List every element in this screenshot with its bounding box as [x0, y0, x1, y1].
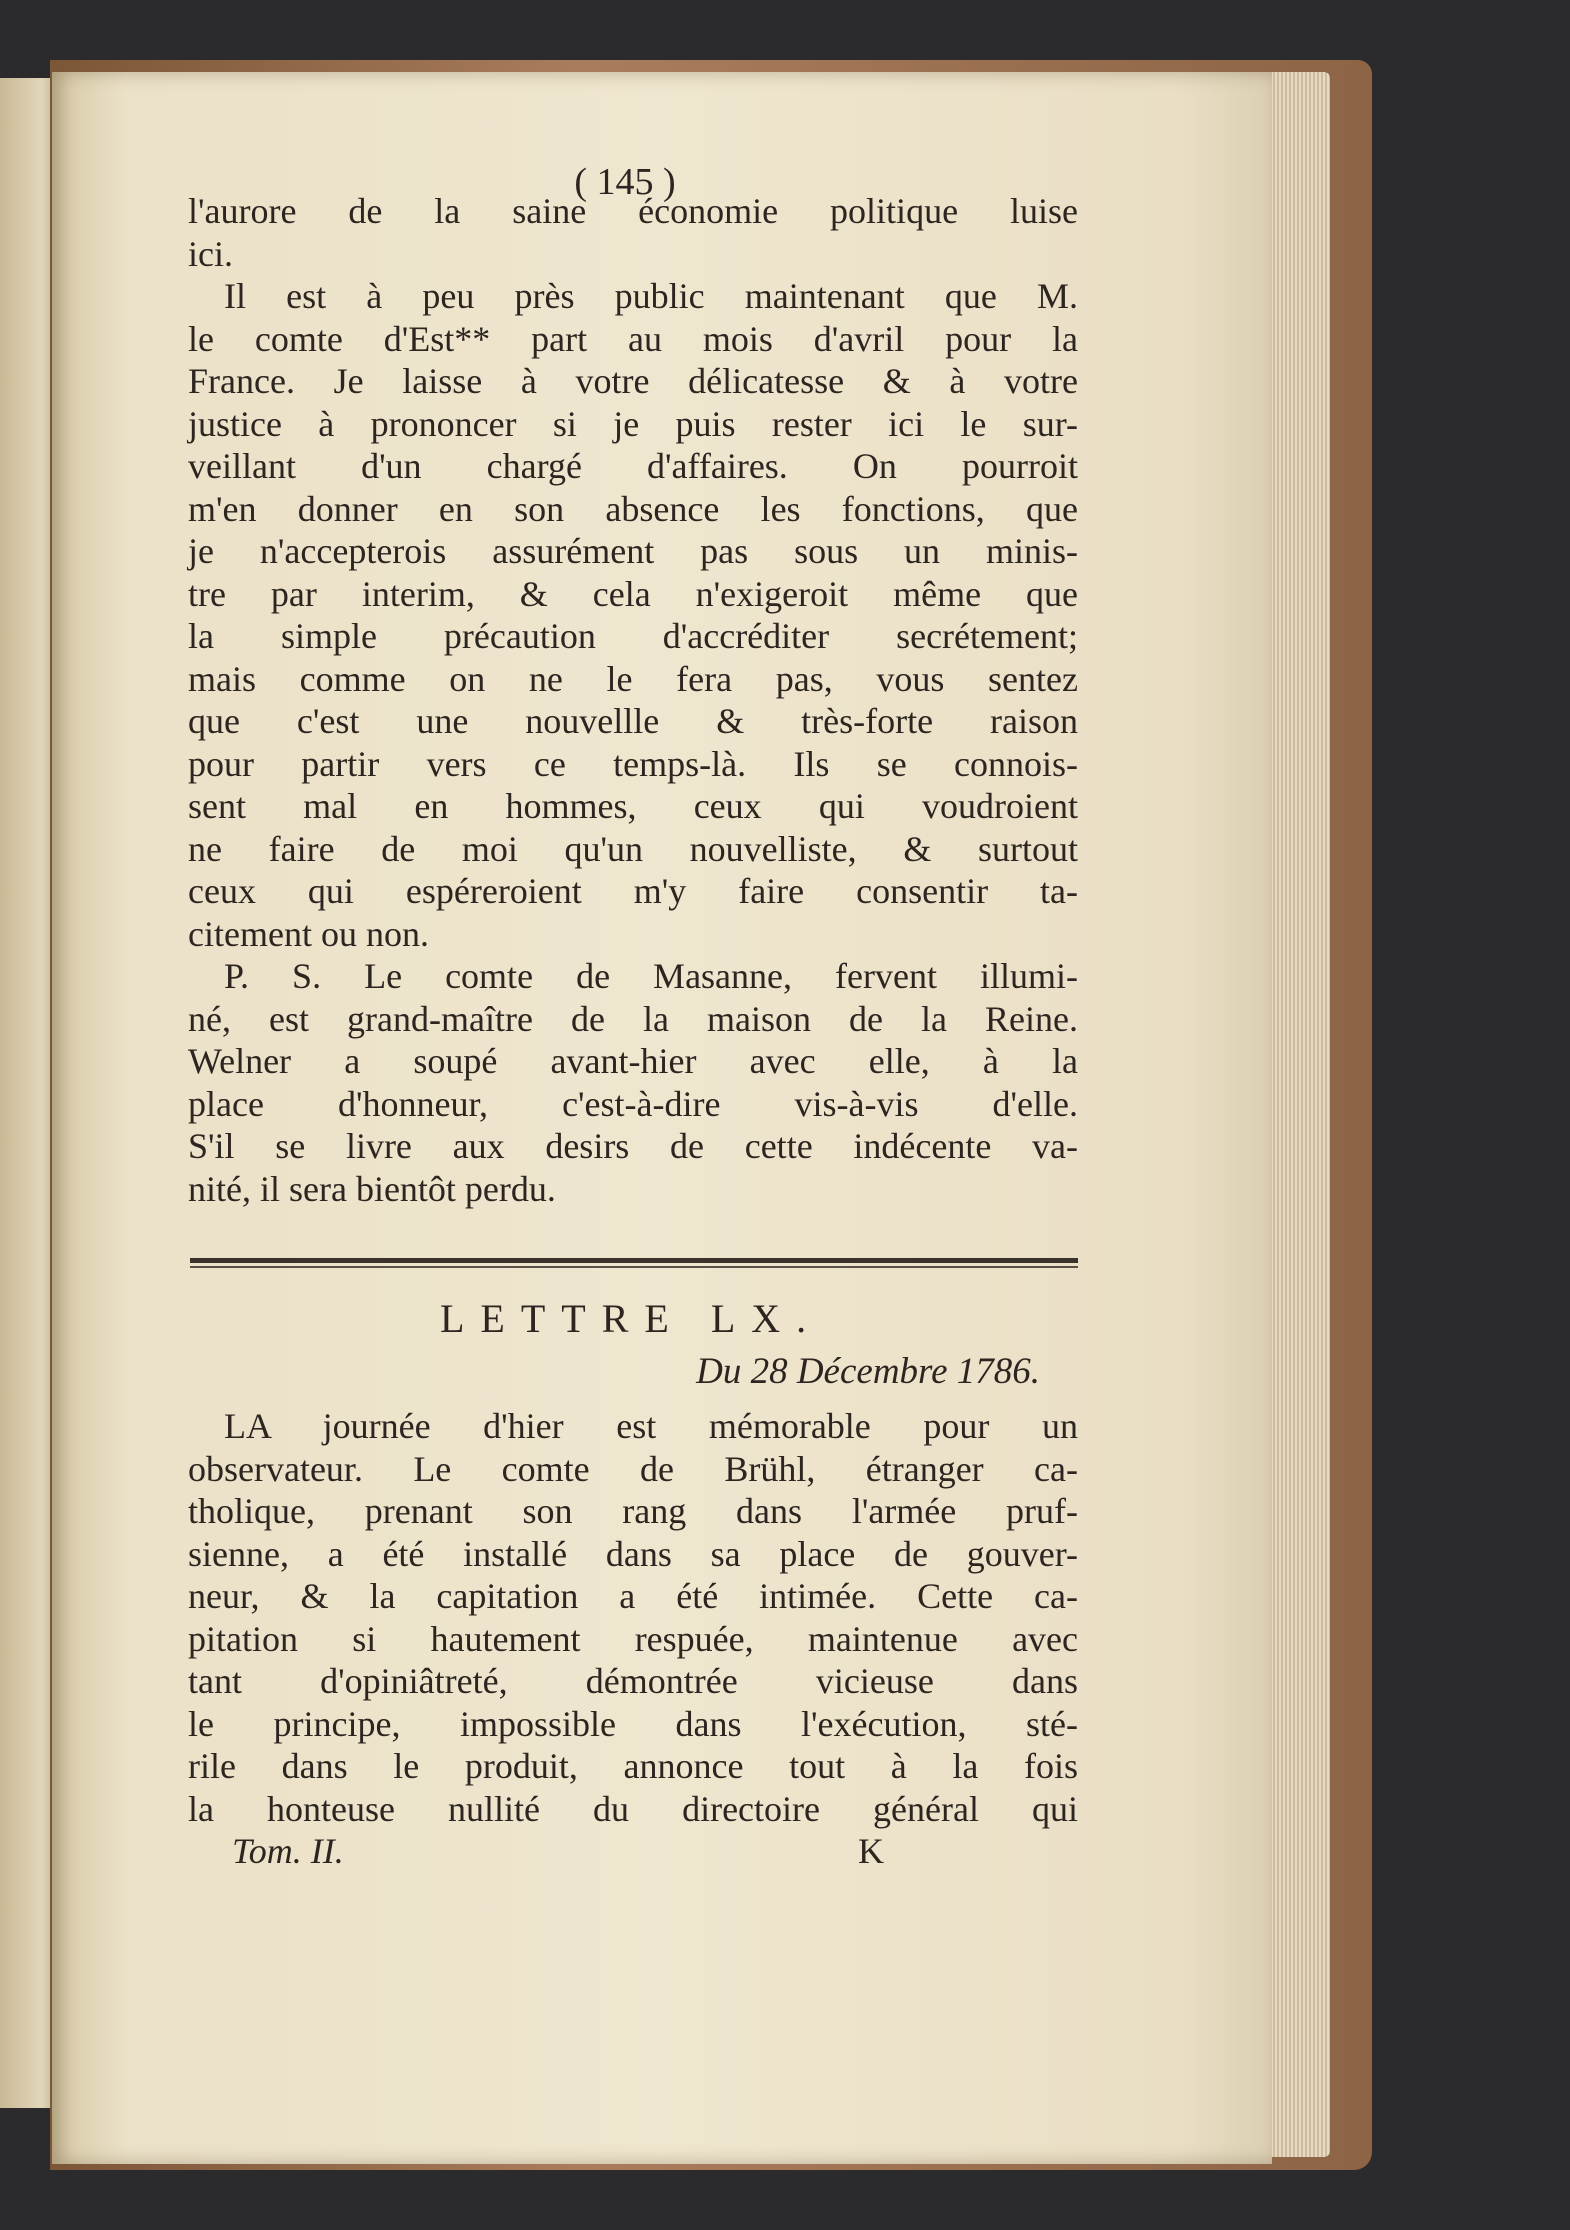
text-line: neur, & la capitation a été intimée. Cette ca-: [188, 1576, 1078, 1616]
text-line: P. S. Le comte de Masanne, fervent illumi-: [224, 956, 1078, 996]
text-line: tant d'opiniâtreté, démontrée vicieuse dans: [188, 1661, 1078, 1701]
body-text-letter: [188, 1405, 1078, 1830]
text-line: m'en donner en son absence les fonctions, que: [188, 488, 1078, 529]
text-line: LA journée d'hier est mémorable pour un: [224, 1406, 1078, 1446]
text-line: Welner a soupé avant-hier avec elle, à la: [188, 1041, 1078, 1081]
text-line: pitation si hautement respuée, maintenue avec: [188, 1618, 1078, 1659]
section-divider: [190, 1258, 1078, 1263]
text-line: le comte d'Est** part au mois d'avril pour la: [188, 318, 1078, 359]
text-line: ceux qui espéreroient m'y faire consentir ta-: [188, 871, 1078, 911]
section-divider-thin: [190, 1266, 1078, 1268]
text-line: citement ou non.: [188, 913, 429, 954]
text-line: pour partir vers ce temps-là. Ils se connois-: [188, 743, 1078, 784]
text-line: sienne, a été installé dans sa place de gouver-: [188, 1533, 1078, 1574]
volume-marker: Tom. II.: [232, 1831, 344, 1871]
page-number: ( 145 ): [574, 161, 676, 203]
text-line: la simple précaution d'accréditer secrétement;: [188, 616, 1078, 656]
text-line: place d'honneur, c'est-à-dire vis-à-vis d'elle.: [188, 1083, 1078, 1124]
text-line: France. Je laisse à votre délicatesse & à votre: [188, 361, 1078, 401]
text-line: je n'accepterois assurément pas sous un minis-: [188, 531, 1078, 571]
text-line: nité, il sera bientôt perdu.: [188, 1168, 556, 1209]
text-line: justice à prononcer si je puis rester ici le sur-: [188, 403, 1078, 444]
text-line: observateur. Le comte de Brühl, étranger ca-: [188, 1448, 1078, 1489]
text-line: rile dans le produit, annonce tout à la fois: [188, 1746, 1078, 1786]
text-line: tholique, prenant son rang dans l'armée pruf-: [188, 1491, 1078, 1531]
text-line: veillant d'un chargé d'affaires. On pourroit: [188, 446, 1078, 486]
text-line: ne faire de moi qu'un nouvelliste, & surtout: [188, 828, 1078, 869]
body-text-top: [188, 190, 1078, 1210]
text-line: l'aurore de la saine économie politique luise: [188, 191, 1078, 231]
text-line: S'il se livre aux desirs de cette indécente va-: [188, 1126, 1078, 1166]
text-line: ici.: [188, 233, 233, 274]
letter-date: Du 28 Décembre 1786.: [696, 1351, 1040, 1392]
letter-heading: LETTRE LX.: [440, 1296, 823, 1341]
text-line: que c'est une nouvellle & très-forte raison: [188, 701, 1078, 741]
text-line: le principe, impossible dans l'exécution, sté-: [188, 1703, 1078, 1744]
text-line: né, est grand-maître de la maison de la Reine.: [188, 998, 1078, 1039]
text-line: la honteuse nullité du directoire général qui: [188, 1788, 1078, 1829]
text-line: Il est à peu près public maintenant que M.: [224, 276, 1078, 316]
text-line: sent mal en hommes, ceux qui voudroient: [188, 786, 1078, 826]
signature-mark: K: [858, 1831, 884, 1871]
text-line: tre par interim, & cela n'exigeroit même que: [188, 573, 1078, 614]
text-line: mais comme on ne le fera pas, vous sentez: [188, 658, 1078, 699]
